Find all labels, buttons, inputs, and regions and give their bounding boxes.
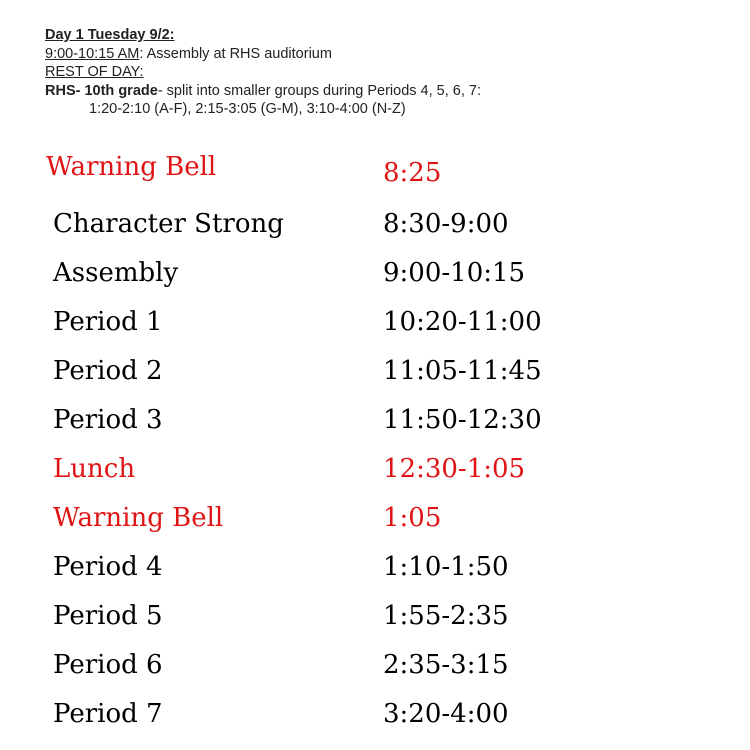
schedule-item-name: Warning Bell — [53, 503, 224, 533]
rest-of-day-label: REST OF DAY: — [45, 64, 144, 80]
schedule-item-name: Period 6 — [53, 650, 163, 680]
schedule-item-name: Warning Bell — [46, 152, 217, 182]
schedule-item-name: Lunch — [53, 454, 136, 484]
schedule-row — [0, 302, 750, 342]
schedule-row — [0, 351, 750, 391]
schedule-item-time: 9:00-10:15 — [383, 258, 526, 288]
schedule-item-time: 2:35-3:15 — [383, 650, 509, 680]
schedule-item-name: Period 5 — [53, 601, 163, 631]
schedule-item-name: Period 4 — [53, 552, 163, 582]
schedule-item-time: 8:30-9:00 — [383, 209, 509, 239]
schedule-row — [0, 694, 750, 734]
day-title: Day 1 Tuesday 9/2: — [45, 27, 175, 43]
schedule-item-time: 11:05-11:45 — [383, 356, 542, 386]
schedule-row — [0, 498, 750, 538]
schedule-item-name: Assembly — [53, 258, 179, 288]
schedule-item-name: Period 2 — [53, 356, 163, 386]
schedule-item-name: Period 3 — [53, 405, 163, 435]
schedule-item-name: Character Strong — [53, 209, 284, 239]
schedule-row — [0, 253, 750, 293]
schedule-item-time: 10:20-11:00 — [383, 307, 542, 337]
schedule-row — [0, 645, 750, 685]
groups-text: 1:20-2:10 (A-F), 2:15-3:05 (G-M), 3:10-4:00 (N-Z) — [89, 101, 406, 117]
schedule-row — [0, 449, 750, 489]
schedule-item-time: 1:55-2:35 — [383, 601, 509, 631]
schedule-item-name: Period 1 — [53, 307, 163, 337]
assembly-text: : Assembly at RHS auditorium — [139, 45, 332, 62]
schedule-item-time: 12:30-1:05 — [383, 454, 526, 484]
schedule-item-time: 8:25 — [383, 158, 442, 188]
schedule-row — [0, 153, 750, 193]
assembly-time: 9:00-10:15 AM — [45, 45, 140, 62]
schedule-row — [0, 547, 750, 587]
schedule-item-time: 1:10-1:50 — [383, 552, 509, 582]
schedule-item-time: 1:05 — [383, 503, 442, 533]
schedule-item-name: Period 7 — [53, 699, 163, 729]
grade-label: RHS- 10th grade — [45, 82, 158, 99]
schedule-row — [0, 400, 750, 440]
grade-text: - split into smaller groups during Periods 4, 5, 6, 7: — [157, 82, 481, 99]
schedule-item-time: 11:50-12:30 — [383, 405, 542, 435]
schedule-item-time: 3:20-4:00 — [383, 699, 509, 729]
schedule-row — [0, 596, 750, 636]
schedule-row — [0, 204, 750, 244]
